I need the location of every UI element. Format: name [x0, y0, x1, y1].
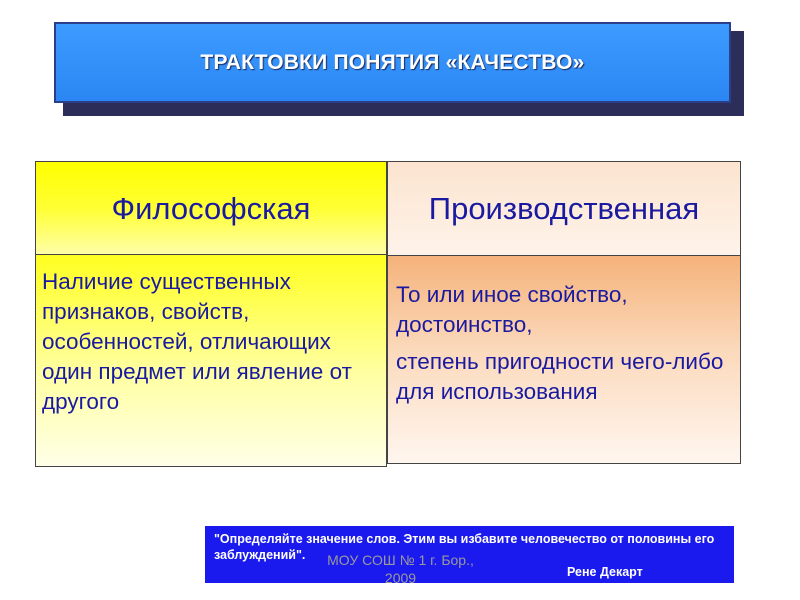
title-banner: [54, 22, 731, 103]
production-heading: Производственная: [428, 191, 700, 226]
philosophy-body-cell: [35, 254, 387, 467]
philosophy-definition: Наличие существенных признаков, свойств, особенностей, отличающих один предмет или явление от другого: [42, 269, 352, 414]
production-body-cell: [387, 255, 741, 464]
slide-title: ТРАКТОВКИ ПОНЯТИЯ «КАЧЕСТВО»: [200, 50, 585, 74]
production-header-cell: [387, 161, 741, 256]
production-definition-2: степень пригодности чего-либо для использования: [396, 349, 724, 404]
production-definition-1: То или иное свойство, достоинство,: [396, 282, 628, 337]
philosophy-header-cell: [35, 161, 387, 255]
quote-author: Рене Декарт: [567, 565, 643, 579]
quote-text: "Определяйте значение слов. Этим вы избавите человечество от половины его заблуждений".: [214, 532, 715, 562]
philosophy-heading: Философская: [111, 191, 311, 226]
footer-school: МОУ СОШ № 1 г. Бор., 2009: [327, 552, 474, 586]
